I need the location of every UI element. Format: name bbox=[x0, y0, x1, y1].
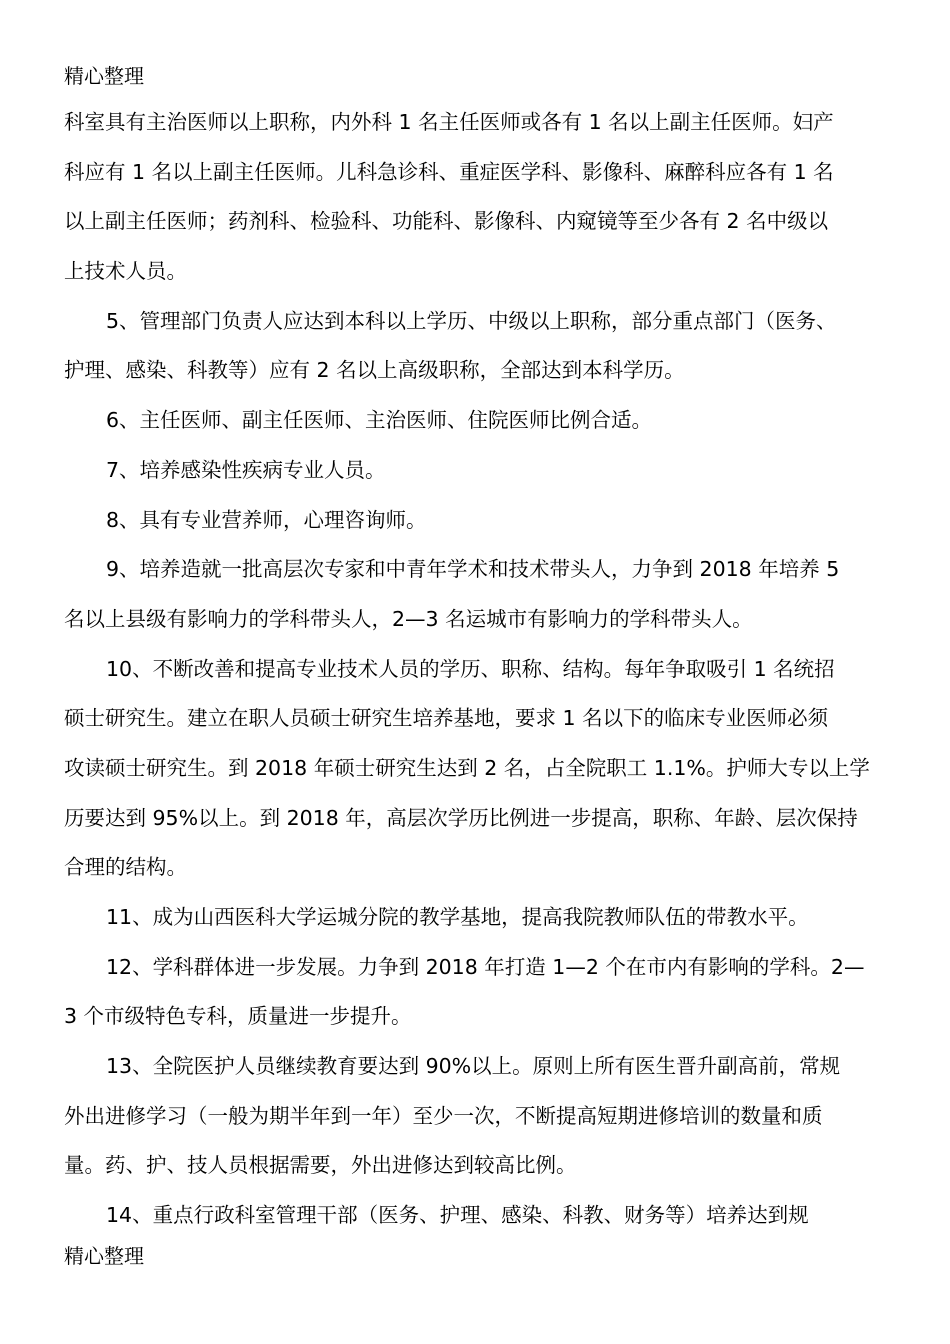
page-header: 精心整理 bbox=[64, 64, 144, 88]
paragraph-line: 10、不断改善和提高专业技术人员的学历、职称、结构。每年争取吸引 1 名统招 bbox=[106, 656, 835, 681]
paragraph-line: 上技术人员。 bbox=[64, 259, 187, 284]
paragraph-line: 科室具有主治医师以上职称，内外科 1 名主任医师或各有 1 名以上副主任医师。妇产 bbox=[64, 110, 834, 134]
paragraph-line: 合理的结构。 bbox=[64, 855, 187, 880]
paragraph-line: 9、培养造就一批高层次专家和中青年学术和技术带头人，力争到 2018 年培养 5 bbox=[106, 557, 840, 582]
page-footer: 精心整理 bbox=[64, 1244, 144, 1268]
paragraph-line: 8、具有专业营养师，心理咨询师。 bbox=[106, 507, 427, 532]
paragraph-line: 量。药、护、技人员根据需要，外出进修达到较高比例。 bbox=[64, 1153, 577, 1178]
paragraph-line: 攻读硕士研究生。到 2018 年硕士研究生达到 2 名，占全院职工 1.1%。护师大专以上学 bbox=[64, 755, 870, 780]
paragraph-line: 5、管理部门负责人应达到本科以上学历、中级以上职称，部分重点部门（医务、 bbox=[106, 308, 837, 333]
paragraph-line: 6、主任医师、副主任医师、主治医师、住院医师比例合适。 bbox=[106, 408, 653, 433]
paragraph-line: 11、成为山西医科大学运城分院的教学基地，提高我院教师队伍的带教水平。 bbox=[106, 905, 809, 929]
paragraph-line: 12、学科群体进一步发展。力争到 2018 年打造 1—2 个在市内有影响的学科。2— bbox=[106, 954, 865, 979]
paragraph-line: 护理、感染、科教等）应有 2 名以上高级职称，全部达到本科学历。 bbox=[64, 358, 685, 383]
paragraph-line: 硕士研究生。建立在职人员硕士研究生培养基地，要求 1 名以下的临床专业医师必须 bbox=[64, 706, 829, 731]
paragraph-line: 名以上县级有影响力的学科带头人，2—3 名运城市有影响力的学科带头人。 bbox=[64, 606, 753, 631]
paragraph-line: 科应有 1 名以上副主任医师。儿科急诊科、重症医学科、影像科、麻醉科应各有 1 名 bbox=[64, 159, 834, 184]
paragraph-line: 7、培养感染性疾病专业人员。 bbox=[106, 457, 386, 482]
paragraph-line: 14、重点行政科室管理干部（医务、护理、感染、科教、财务等）培养达到规 bbox=[106, 1203, 809, 1228]
paragraph-line: 3 个市级特色专科，质量进一步提升。 bbox=[64, 1004, 412, 1029]
paragraph-line: 以上副主任医师；药剂科、检验科、功能科、影像科、内窥镜等至少各有 2 名中级以 bbox=[64, 209, 829, 234]
paragraph-line: 历要达到 95%以上。到 2018 年，高层次学历比例进一步提高，职称、年龄、层次保持 bbox=[64, 805, 858, 830]
document-body bbox=[64, 98, 892, 1241]
paragraph-line: 13、全院医护人员继续教育要达到 90%以上。原则上所有医生晋升副高前，常规 bbox=[106, 1054, 841, 1079]
paragraph-line: 外出进修学习（一般为期半年到一年）至少一次，不断提高短期进修培训的数量和质 bbox=[64, 1103, 823, 1128]
